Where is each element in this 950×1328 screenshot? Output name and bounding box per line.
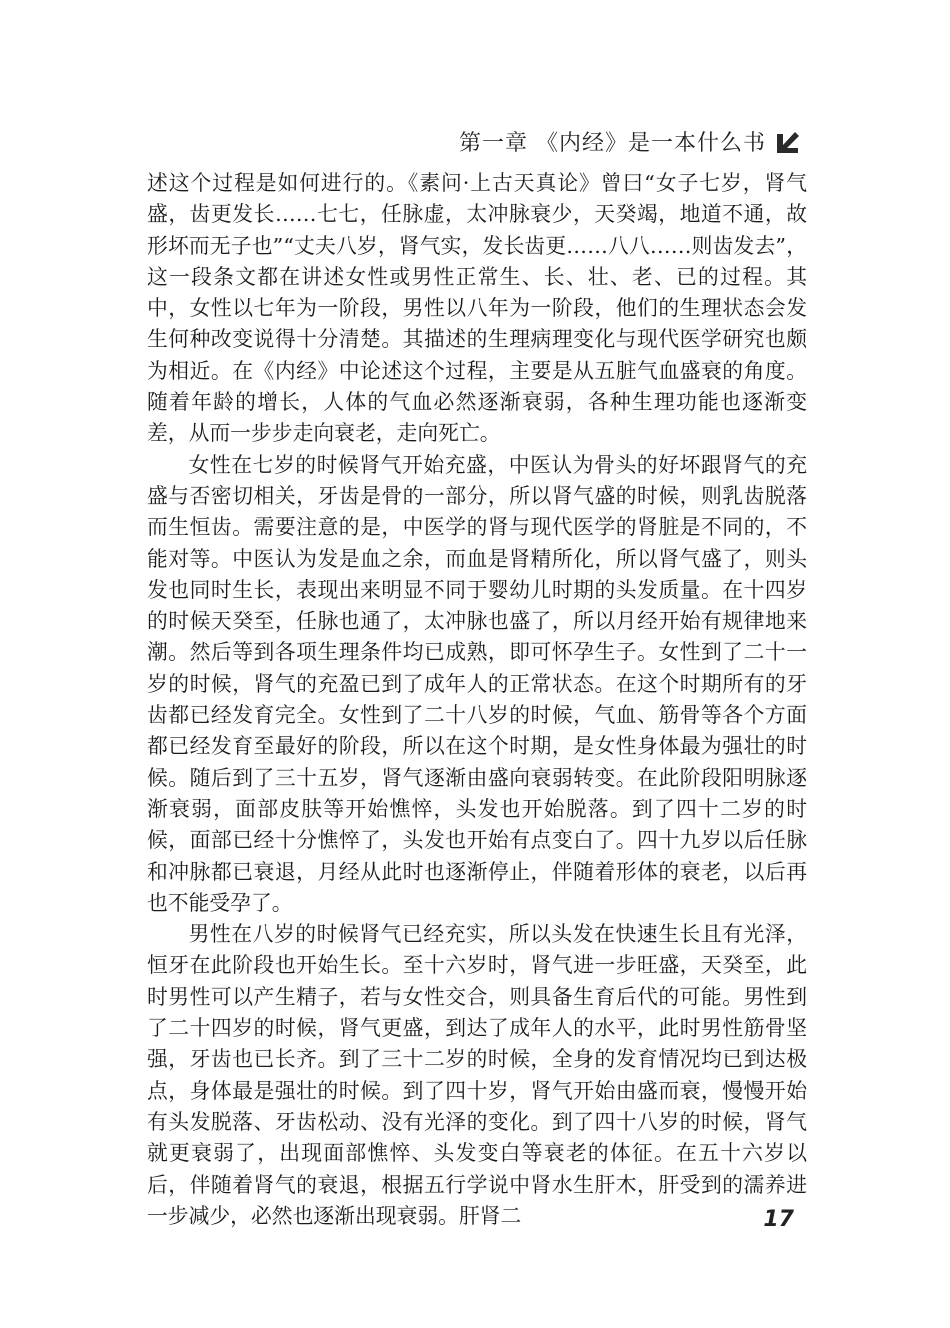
paragraph-continued: 述这个过程是如何进行的。《素问·上古天真论》曾曰“女子七岁，肾气盛，齿更发长……七七，任脉虚，太冲脉衰少，天癸竭，地道不通，故形坏而无子也”“丈夫八岁，肾气实，发长齿更……八八……则齿发去”，这一段条文都在讲述女性或男性正常生、长、壮、老、已的过程。其中，女性以七年为一阶段，男性以八年为一阶段，他们的生理状态会发生何种改变说得十分清楚。其描述的生理病理变化与现代医学研究也颇为相近。在《内经》中论述这个过程，主要是从五脏气血盛衰的角度。随着年龄的增长，人体的气血必然逐渐衰弱，各种生理功能也逐渐变差，从而一步步走向衰老，走向死亡。 [147,171,807,446]
page-body [147,168,807,1232]
paragraph-male: 男性在八岁的时候肾气已经充实，所以头发在快速生长且有光泽，恒牙在此阶段也开始生长。至十六岁时，肾气进一步旺盛，天癸至，此时男性可以产生精子，若与女性交合，则具备生育后代的可能。男性到了二十四岁的时候，肾气更盛，到达了成年人的水平，此时男性筋骨坚强，牙齿也已长齐。到了三十二岁的时候，全身的发育情况均已到达极点，身体最是强壮的时候。到了四十岁，肾气开始由盛而衰，慢慢开始有头发脱落、牙齿松动、没有光泽的变化。到了四十八岁的时候，肾气就更衰弱了，出现面部憔悴、头发变白等衰老的体征。在五十六岁以后，伴随着肾气的衰退，根据五行学说中肾水生肝木，肝受到的濡养进一步减少，必然也逐渐出现衰弱。肝肾二 [147,922,807,1228]
chevron-arrow-icon [774,128,802,156]
running-header [459,126,802,157]
page-number: 17 [763,1207,794,1232]
paragraph-female: 女性在七岁的时候肾气开始充盛，中医认为骨头的好坏跟肾气的充盛与否密切相关，牙齿是骨的一部分，所以肾气盛的时候，则乳齿脱落而生恒齿。需要注意的是，中医学的肾与现代医学的肾脏是不同的，不能对等。中医认为发是血之余，而血是肾精所化，所以肾气盛了，则头发也同时生长，表现出来明显不同于婴幼儿时期的头发质量。在十四岁的时候天癸至，任脉也通了，太冲脉也盛了，所以月经开始有规律地来潮。然后等到各项生理条件均已成熟，即可怀孕生子。女性到了二十一岁的时候，肾气的充盈已到了成年人的正常状态。在这个时期所有的牙齿都已经发育完全。女性到了二十八岁的时候，气血、筋骨等各个方面都已经发育至最好的阶段，所以在这个时期，是女性身体最为强壮的时候。随后到了三十五岁，肾气逐渐由盛向衰弱转变。在此阶段阳明脉逐渐衰弱，面部皮肤等开始憔悴，头发也开始脱落。到了四十二岁的时候，面部已经十分憔悴了，头发也开始有点变白了。四十九岁以后任脉和冲脉都已衰退，月经从此时也逐渐停止，伴随着形体的衰老，以后再也不能受孕了。 [147,452,807,915]
chapter-title: 第一章 《内经》是一本什么书 [459,131,766,156]
